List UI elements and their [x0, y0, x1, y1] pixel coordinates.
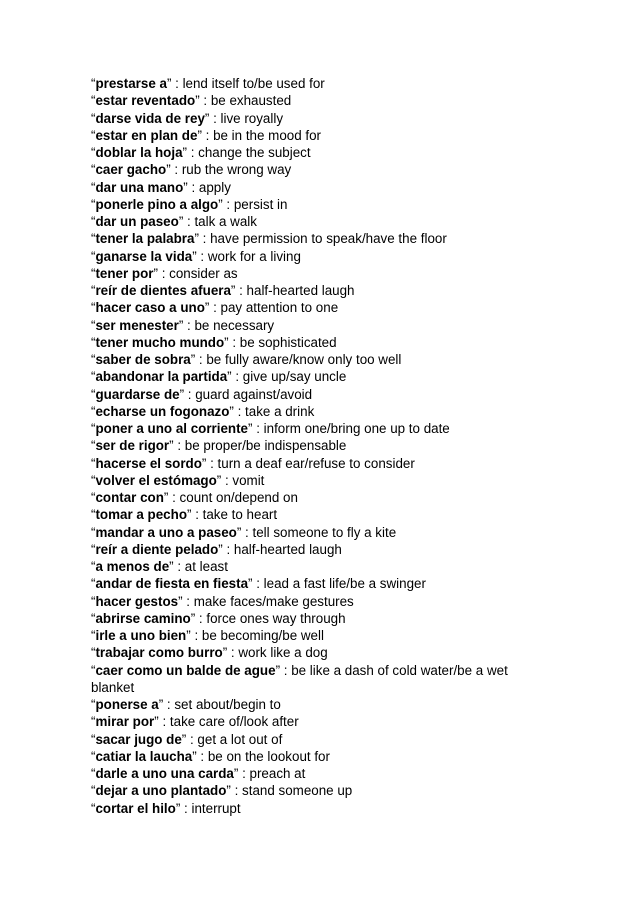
- english-definition: : persist in: [222, 196, 288, 212]
- spanish-term: caer como un balde de ague: [95, 662, 276, 678]
- glossary-entry: “dejar a uno plantado” : stand someone up: [91, 783, 353, 799]
- spanish-term: dar un paseo: [95, 214, 179, 229]
- english-definition: : work for a living: [196, 248, 301, 264]
- english-definition: : stand someone up: [230, 783, 353, 799]
- glossary-entry: “dar un paseo” : talk a walk: [91, 214, 257, 229]
- spanish-term: reír a diente pelado: [95, 541, 219, 557]
- english-definition: : apply: [187, 179, 231, 195]
- english-definition: : change the subject: [187, 145, 311, 160]
- english-definition: : be in the mood for: [201, 127, 322, 143]
- spanish-term: catiar la laucha: [95, 748, 193, 764]
- glossary-entry: “tener mucho mundo” : be sophisticated: [91, 334, 337, 350]
- english-definition: : force ones way through: [195, 610, 346, 626]
- glossary-entry: “dar una mano” : apply: [91, 179, 231, 195]
- glossary-entry: “trabajar como burro” : work like a dog: [91, 645, 328, 661]
- glossary-entry: “irle a uno bien” : be becoming/be well: [91, 628, 324, 643]
- spanish-term: ponerle pino a algo: [95, 196, 219, 212]
- spanish-term: volver el estómago: [95, 472, 217, 488]
- spanish-term: a menos de: [95, 559, 170, 574]
- english-definition: : consider as: [157, 265, 238, 281]
- english-definition: : take care of/look after: [158, 714, 299, 730]
- spanish-term: andar de fiesta en fiesta: [95, 576, 249, 592]
- glossary-entry: “ser de rigor” : be proper/be indispensable: [91, 438, 347, 454]
- english-definition: : preach at: [238, 766, 306, 781]
- glossary-entry: “tomar a pecho” : take to heart: [91, 507, 278, 523]
- glossary-entry: “hacerse el sordo” : turn a deaf ear/refuse to consider: [91, 455, 415, 471]
- english-definition: : turn a deaf ear/refuse to consider: [206, 455, 415, 471]
- spanish-term: cortar el hilo: [95, 800, 176, 816]
- english-definition: : be on the lookout for: [196, 748, 330, 764]
- spanish-term: doblar la hoja: [95, 145, 183, 160]
- glossary-entry: “sacar jugo de” : get a lot out of: [91, 731, 283, 747]
- english-definition: : be becoming/be well: [190, 628, 324, 643]
- spanish-term: echarse un fogonazo: [95, 403, 230, 419]
- glossary-entry: “ganarse la vida” : work for a living: [91, 248, 301, 264]
- english-definition: : pay attention to one: [209, 300, 339, 316]
- english-definition: : be necessary: [183, 317, 275, 333]
- glossary-entry: “ponerle pino a algo” : persist in: [91, 196, 288, 212]
- glossary-entry: “ponerse a” : set about/begin to: [91, 697, 281, 712]
- glossary-entry: “volver el estómago” : vomit: [91, 472, 265, 488]
- spanish-term: ser de rigor: [95, 438, 170, 454]
- glossary-entry: “andar de fiesta en fiesta” : lead a fast life/be a swinger: [91, 576, 426, 592]
- spanish-term: tener la palabra: [95, 231, 195, 247]
- glossary-entry: “darse vida de rey” : live royally: [91, 110, 284, 126]
- glossary-entry: “contar con” : count on/depend on: [91, 490, 298, 505]
- spanish-term: mirar por: [95, 714, 155, 730]
- english-definition: : inform one/bring one up to date: [252, 421, 450, 436]
- glossary-entry: “reír a diente pelado” : half-hearted laugh: [91, 541, 342, 557]
- glossary-entry: “cortar el hilo” : interrupt: [91, 800, 241, 816]
- glossary-entry: “guardarse de” : guard against/avoid: [91, 386, 313, 402]
- spanish-term: guardarse de: [95, 386, 180, 402]
- glossary-entry: “mirar por” : take care of/look after: [91, 714, 299, 730]
- glossary-entry: “tener la palabra” : have permission to speak/have the floor: [91, 231, 447, 247]
- english-definition: : tell someone to fly a kite: [241, 524, 397, 540]
- spanish-term: irle a uno bien: [95, 628, 187, 643]
- glossary-entry: “a menos de” : at least: [91, 559, 228, 574]
- english-definition: : talk a walk: [183, 214, 257, 229]
- spanish-term: ganarse la vida: [95, 248, 193, 264]
- english-definition: : take to heart: [191, 507, 278, 523]
- spanish-term: ponerse a: [95, 697, 159, 712]
- glossary-list: [91, 75, 541, 817]
- glossary-entry: “mandar a uno a paseo” : tell someone to fly a kite: [91, 524, 397, 540]
- glossary-entry: “tener por” : consider as: [91, 265, 238, 281]
- glossary-entry: “estar en plan de” : be in the mood for: [91, 127, 322, 143]
- spanish-term: darse vida de rey: [95, 110, 205, 126]
- spanish-term: estar en plan de: [95, 127, 198, 143]
- spanish-term: contar con: [95, 490, 164, 505]
- english-definition: : be like a dash of cold water/be a wet blanket: [91, 662, 508, 695]
- spanish-term: mandar a uno a paseo: [95, 524, 237, 540]
- glossary-entry: “hacer gestos” : make faces/make gestures: [91, 593, 354, 609]
- spanish-term: abandonar la partida: [95, 369, 228, 385]
- english-definition: : be sophisticated: [228, 334, 337, 350]
- english-definition: : half-hearted laugh: [235, 283, 355, 298]
- english-definition: : guard against/avoid: [184, 386, 313, 402]
- spanish-term: abrirse camino: [95, 610, 191, 626]
- glossary-entry: “catiar la laucha” : be on the lookout for: [91, 748, 330, 764]
- english-definition: : be proper/be indispensable: [173, 438, 347, 454]
- spanish-term: hacer gestos: [95, 593, 179, 609]
- english-definition: : interrupt: [180, 800, 241, 816]
- glossary-entry: “abrirse camino” : force ones way through: [91, 610, 346, 626]
- spanish-term: dejar a uno plantado: [95, 783, 227, 799]
- english-definition: : be fully aware/know only too well: [195, 352, 402, 367]
- english-definition: : live royally: [209, 110, 284, 126]
- glossary-entry: “estar reventado” : be exhausted: [91, 93, 292, 109]
- spanish-term: poner a uno al corriente: [95, 421, 249, 436]
- spanish-term: reír de dientes afuera: [95, 283, 231, 298]
- spanish-term: sacar jugo de: [95, 731, 182, 747]
- glossary-entry: “ser menester” : be necessary: [91, 317, 275, 333]
- glossary-entry: “caer gacho” : rub the wrong way: [91, 162, 292, 178]
- english-definition: : lead a fast life/be a swinger: [252, 576, 426, 592]
- spanish-term: trabajar como burro: [95, 645, 223, 661]
- glossary-entry: “reír de dientes afuera” : half-hearted laugh: [91, 283, 355, 298]
- english-definition: : have permission to speak/have the floor: [198, 231, 447, 247]
- glossary-entry: “doblar la hoja” : change the subject: [91, 145, 311, 160]
- spanish-term: ser menester: [95, 317, 179, 333]
- english-definition: : rub the wrong way: [170, 162, 292, 178]
- spanish-term: saber de sobra: [95, 352, 191, 367]
- english-definition: : lend itself to/be used for: [171, 76, 325, 91]
- english-definition: : at least: [173, 559, 228, 574]
- spanish-term: tener mucho mundo: [95, 334, 225, 350]
- spanish-term: estar reventado: [95, 93, 196, 109]
- spanish-term: darle a uno una carda: [95, 766, 234, 781]
- english-definition: : count on/depend on: [168, 490, 298, 505]
- glossary-entry: “prestarse a” : lend itself to/be used for: [91, 76, 325, 91]
- glossary-entry: “caer como un balde de ague” : be like a dash of cold water/be a wet blanket: [91, 662, 508, 695]
- english-definition: : be exhausted: [199, 93, 292, 109]
- glossary-entry: “echarse un fogonazo” : take a drink: [91, 403, 315, 419]
- glossary-entry: “abandonar la partida” : give up/say uncle: [91, 369, 347, 385]
- spanish-term: tener por: [95, 265, 154, 281]
- english-definition: : work like a dog: [227, 645, 328, 661]
- english-definition: : set about/begin to: [163, 697, 281, 712]
- english-definition: : get a lot out of: [186, 731, 283, 747]
- english-definition: : take a drink: [233, 403, 315, 419]
- spanish-term: hacerse el sordo: [95, 455, 202, 471]
- spanish-term: hacer caso a uno: [95, 300, 205, 316]
- english-definition: : vomit: [221, 472, 265, 488]
- english-definition: : give up/say uncle: [231, 369, 347, 385]
- english-definition: : make faces/make gestures: [182, 593, 354, 609]
- spanish-term: dar una mano: [95, 179, 184, 195]
- glossary-entry: “poner a uno al corriente” : inform one/bring one up to date: [91, 421, 450, 436]
- glossary-entry: “hacer caso a uno” : pay attention to one: [91, 300, 339, 316]
- english-definition: : half-hearted laugh: [222, 541, 342, 557]
- spanish-term: caer gacho: [95, 162, 167, 178]
- glossary-entry: “darle a uno una carda” : preach at: [91, 766, 306, 781]
- glossary-entry: “saber de sobra” : be fully aware/know only too well: [91, 352, 402, 367]
- spanish-term: tomar a pecho: [95, 507, 187, 523]
- spanish-term: prestarse a: [95, 76, 167, 91]
